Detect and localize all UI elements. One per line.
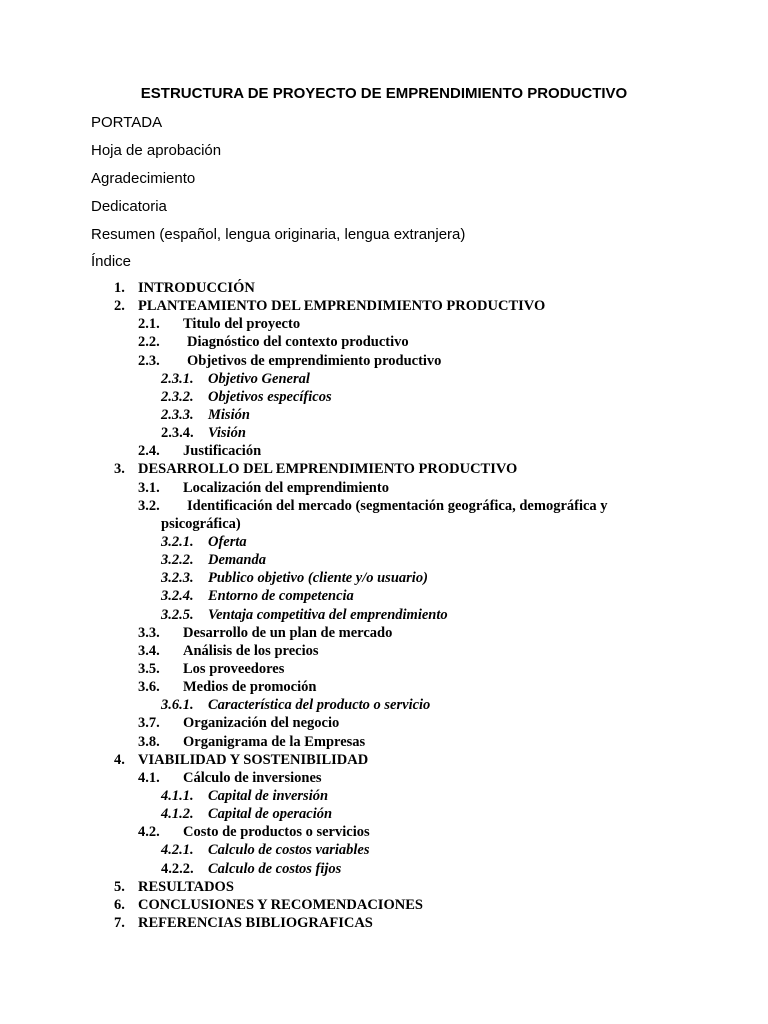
- toc-number: 2.3.3.: [161, 406, 194, 423]
- toc-text: Demanda: [208, 552, 266, 569]
- front-matter-portada: PORTADA: [91, 114, 163, 131]
- toc-item: [0, 660, 768, 678]
- toc-text: PLANTEAMIENTO DEL EMPRENDIMIENTO PRODUCTIVO: [138, 298, 546, 315]
- toc-item: [0, 624, 768, 642]
- toc-item: [0, 406, 768, 424]
- toc-item: [0, 787, 768, 805]
- toc-item: [0, 678, 768, 696]
- toc-number: 2.2.: [138, 334, 160, 351]
- front-matter-indice: Índice: [91, 253, 132, 270]
- toc-item: [0, 352, 768, 370]
- toc-item: [0, 769, 768, 787]
- toc-text: Los proveedores: [183, 660, 285, 677]
- toc-text: Publico objetivo (cliente y/o usuario): [208, 570, 428, 587]
- toc-text: Característica del producto o servicio: [208, 697, 431, 714]
- toc-number: 6.: [114, 896, 125, 913]
- toc-text: Objetivos específicos: [208, 388, 332, 405]
- toc-item: [0, 805, 768, 823]
- toc-number: 2.1.: [138, 316, 160, 333]
- toc-number: 3.1.: [138, 479, 160, 496]
- toc-number: 2.: [114, 298, 125, 315]
- toc-text: Visión: [208, 425, 246, 442]
- toc-number: 3.7.: [138, 715, 160, 732]
- toc-item: [0, 424, 768, 442]
- document-title: ESTRUCTURA DE PROYECTO DE EMPRENDIMIENTO PRODUCTIVO: [140, 85, 628, 102]
- toc-item: [0, 551, 768, 569]
- toc-item: [0, 823, 768, 841]
- toc-text: Objetivos de emprendimiento productivo: [187, 352, 442, 369]
- toc-number: 3.6.: [138, 679, 160, 696]
- toc-item: [0, 442, 768, 460]
- toc-item: [0, 279, 768, 297]
- toc-number: 4.2.1.: [161, 842, 194, 859]
- toc-number: 3.2.4.: [161, 588, 194, 605]
- toc-text: Justificación: [183, 443, 262, 460]
- toc-item: [0, 533, 768, 551]
- toc-text: Organigrama de la Empresas: [183, 733, 366, 750]
- toc-text: Cálculo de inversiones: [183, 769, 322, 786]
- toc-text: RESULTADOS: [138, 878, 234, 895]
- toc-item: [0, 841, 768, 859]
- toc-text: Oferta: [208, 533, 247, 550]
- toc-number: 4.2.2.: [161, 860, 194, 877]
- toc-number: 3.2.2.: [161, 552, 194, 569]
- toc-number: 2.3.: [138, 352, 160, 369]
- toc-text: Identificación del mercado (segmentación geográfica, demográfica y: [187, 497, 608, 514]
- toc-number: 3.5.: [138, 660, 160, 677]
- toc-number: 2.3.2.: [161, 388, 194, 405]
- toc-item: [0, 696, 768, 714]
- toc-text: Medios de promoción: [183, 679, 317, 696]
- toc-number: 3.6.1.: [161, 697, 194, 714]
- toc-number: 2.3.4.: [161, 425, 194, 442]
- toc-text: INTRODUCCIÓN: [138, 280, 255, 296]
- front-matter-hoja-aprobacion: Hoja de aprobación: [91, 142, 222, 159]
- toc-number: 4.: [114, 751, 125, 768]
- toc-text: REFERENCIAS BIBLIOGRAFICAS: [138, 914, 373, 931]
- toc-number: 2.3.1.: [161, 370, 194, 387]
- toc-text: Calculo de costos fijos: [208, 860, 342, 877]
- toc-number: 5.: [114, 878, 125, 895]
- toc-number: 3.2.3.: [161, 570, 194, 587]
- toc-text: Análisis de los precios: [183, 642, 319, 659]
- toc-text: Titulo del proyecto: [183, 316, 301, 333]
- toc-number: 3.2.: [138, 497, 160, 514]
- toc-item: [0, 896, 768, 914]
- toc-number: 7.: [114, 914, 125, 931]
- toc-text: Objetivo General: [208, 370, 310, 387]
- toc-text: Capital de inversión: [208, 787, 329, 804]
- toc-text: Misión: [208, 406, 250, 423]
- toc-item: [0, 315, 768, 333]
- toc-item: [0, 479, 768, 497]
- toc-item: [0, 333, 768, 351]
- toc-number: 4.1.1.: [161, 787, 194, 804]
- toc-item-continuation: [0, 515, 768, 533]
- toc-number: 3.: [114, 461, 125, 478]
- toc-item: [0, 297, 768, 315]
- toc-text: CONCLUSIONES Y RECOMENDACIONES: [138, 896, 423, 913]
- toc-item: [0, 642, 768, 660]
- toc-number: 3.2.5.: [161, 606, 194, 623]
- toc-item: [0, 733, 768, 751]
- toc-number: 3.4.: [138, 642, 160, 659]
- toc-text: psicográfica): [161, 515, 241, 532]
- toc-number: 1.: [114, 280, 125, 296]
- toc-item: [0, 860, 768, 878]
- toc-item: [0, 460, 768, 478]
- toc-number: 3.8.: [138, 733, 160, 750]
- front-matter-dedicatoria: Dedicatoria: [91, 198, 167, 215]
- toc-text: Capital de operación: [208, 806, 333, 823]
- toc-number: 4.1.: [138, 769, 160, 786]
- toc-item: [0, 606, 768, 624]
- toc-text: Calculo de costos variables: [208, 842, 370, 859]
- toc-text: Desarrollo de un plan de mercado: [183, 624, 393, 641]
- toc-item: [0, 370, 768, 388]
- toc-number: 4.1.2.: [161, 806, 194, 823]
- toc-text: Entorno de competencia: [208, 588, 354, 605]
- toc-text: Costo de productos o servicios: [183, 824, 370, 841]
- toc-text: DESARROLLO DEL EMPRENDIMIENTO PRODUCTIVO: [138, 461, 518, 478]
- toc-text: Ventaja competitiva del emprendimiento: [208, 606, 448, 623]
- toc-text: Organización del negocio: [183, 715, 340, 732]
- toc-number: 3.2.1.: [161, 533, 194, 550]
- toc-number: 2.4.: [138, 443, 160, 460]
- toc-item: [0, 587, 768, 605]
- toc-text: Localización del emprendimiento: [183, 479, 389, 496]
- toc-item: [0, 878, 768, 896]
- toc-item: [0, 751, 768, 769]
- toc-item: [0, 388, 768, 406]
- toc-number: 3.3.: [138, 624, 160, 641]
- toc-text: Diagnóstico del contexto productivo: [187, 334, 409, 351]
- toc-item: [0, 914, 768, 932]
- toc-number: 4.2.: [138, 824, 160, 841]
- table-of-contents: [0, 279, 768, 932]
- toc-item: [0, 714, 768, 732]
- toc-item: [0, 569, 768, 587]
- toc-item: [0, 497, 768, 515]
- toc-text: VIABILIDAD Y SOSTENIBILIDAD: [138, 751, 369, 768]
- front-matter-resumen: Resumen (español, lengua originaria, lengua extranjera): [91, 226, 466, 243]
- front-matter-agradecimiento: Agradecimiento: [91, 170, 196, 187]
